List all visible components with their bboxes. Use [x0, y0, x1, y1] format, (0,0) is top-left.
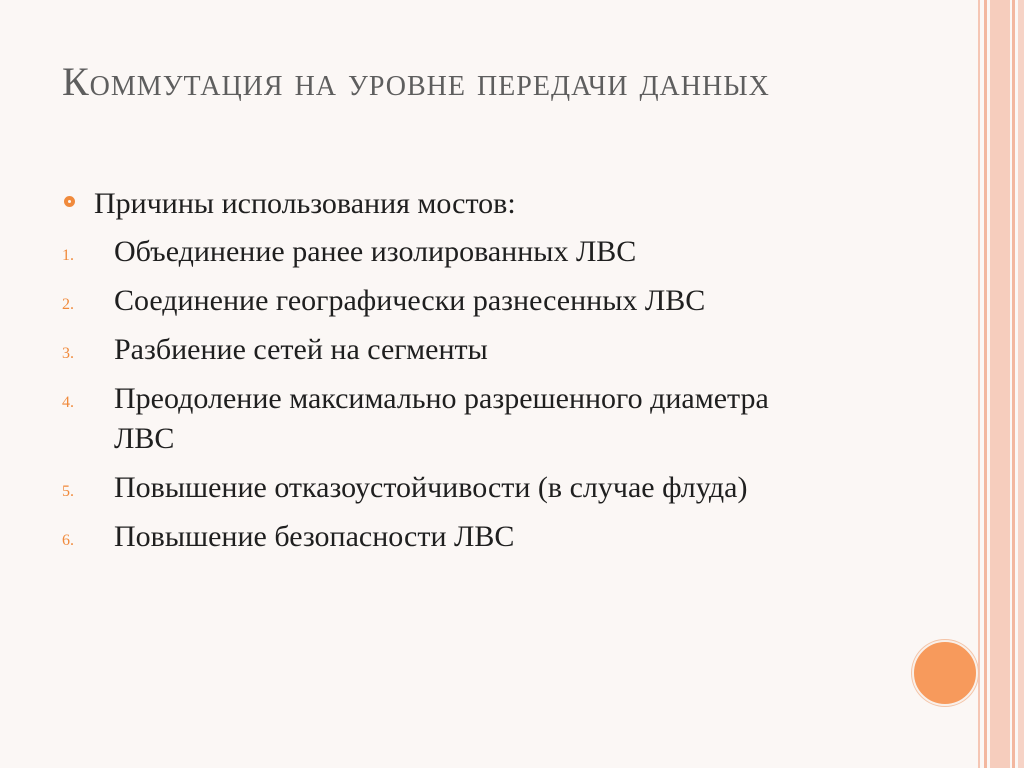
list-number: 3.: [62, 345, 74, 362]
decorative-circle: [912, 640, 978, 706]
list-item-text: Соединение географически разнесенных ЛВС: [114, 284, 706, 317]
list-number: 2.: [62, 296, 74, 313]
list-item: [62, 379, 922, 459]
slide-content: [62, 184, 922, 566]
list-item-text: Разбиение сетей на сегменты: [114, 333, 488, 366]
numbered-list: [62, 232, 922, 557]
list-item: [62, 517, 922, 557]
stripe: [990, 0, 1010, 768]
list-item: [62, 232, 922, 272]
list-item-text: Преодоление максимально разрешенного диаметра ЛВС: [114, 382, 769, 455]
bullet-heading: [62, 184, 922, 224]
list-item: [62, 330, 922, 370]
stripe: [978, 0, 980, 768]
list-number: 1.: [62, 247, 74, 264]
list-item-text: Повышение отказоустойчивости (в случае флуда): [114, 471, 748, 504]
list-item-text: Повышение безопасности ЛВС: [114, 520, 515, 553]
stripe: [1012, 0, 1015, 768]
list-item: [62, 281, 922, 321]
list-number: 6.: [62, 532, 74, 549]
stripe: [984, 0, 987, 768]
slide-title: Коммутация на уровне передачи данных: [62, 59, 770, 104]
list-item: [62, 468, 922, 508]
list-number: 5.: [62, 483, 74, 500]
ring-bullet-icon: [64, 196, 75, 207]
decorative-stripes: [978, 0, 1024, 768]
stripe: [1018, 0, 1024, 768]
bullet-heading-text: Причины использования мостов:: [94, 187, 516, 220]
list-number: 4.: [62, 394, 74, 411]
list-item-text: Объединение ранее изолированных ЛВС: [114, 235, 637, 268]
